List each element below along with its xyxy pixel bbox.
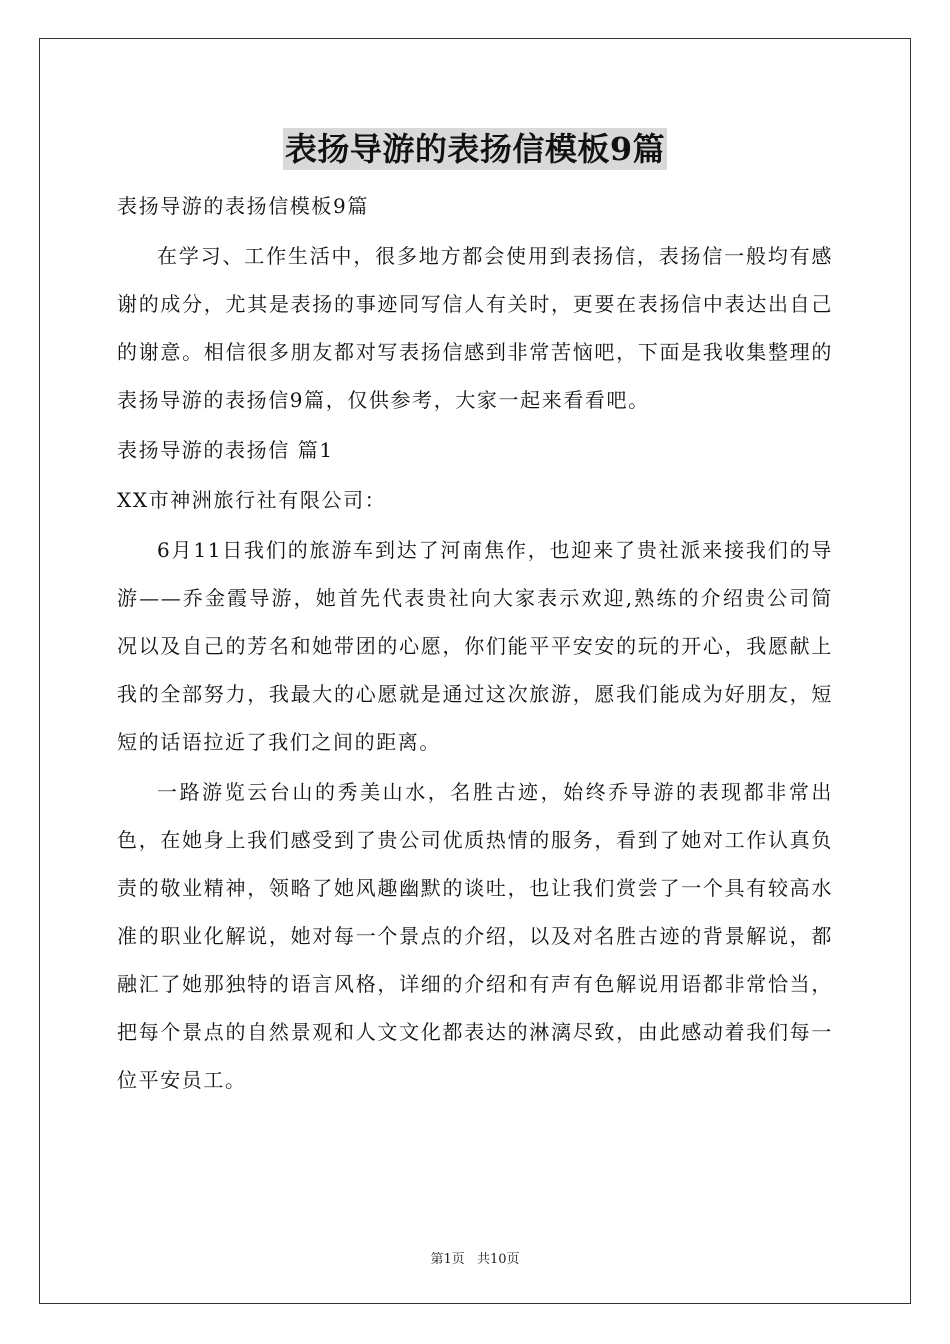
paragraph: 表扬导游的表扬信模板9篇 — [117, 194, 369, 218]
section-heading: 表扬导游的表扬信 篇1 — [117, 438, 334, 462]
salutation: XX市神洲旅行社有限公司： — [117, 488, 387, 512]
page-total: 共10页 — [476, 1252, 520, 1267]
page-number: 第1页 — [430, 1252, 465, 1267]
document-title: 表扬导游的表扬信模板9篇 — [284, 130, 666, 168]
title-container — [0, 128, 950, 170]
paragraph: 在学习、工作生活中，很多地方都会使用到表扬信，表扬信一般均有感谢的成分，尤其是表扬的事迹同写信人有关时，更要在表扬信中表达出自己的谢意。相信很多朋友都对写表扬信感到非常苦恼吧，下面是我收集整理的表扬导游的表扬信9篇，仅供参考，大家一起来看看吧。 — [117, 244, 833, 412]
document-body — [117, 182, 833, 1106]
page-footer — [0, 1248, 950, 1267]
paragraph: 6月11日我们的旅游车到达了河南焦作，也迎来了贵社派来接我们的导游——乔金霞导游，她首先代表贵社向大家表示欢迎,熟练的介绍贵公司简况以及自己的芳名和她带团的心愿，你们能平平安安的玩的开心，我愿献上我的全部努力，我最大的心愿就是通过这次旅游，愿我们能成为好朋友，短短的话语拉近了我们之间的距离。 — [117, 538, 833, 754]
paragraph: 一路游览云台山的秀美山水，名胜古迹，始终乔导游的表现都非常出色，在她身上我们感受到了贵公司优质热情的服务，看到了她对工作认真负责的敬业精神，领略了她风趣幽默的谈吐，也让我们赏尝了一个具有较高水准的职业化解说，她对每一个景点的介绍，以及对名胜古迹的背景解说，都融汇了她那独特的语言风格，详细的介绍和有声有色解说用语都非常恰当，把每个景点的自然景观和人文文化都表达的淋漓尽致，由此感动着我们每一位平安员工。 — [117, 780, 833, 1092]
